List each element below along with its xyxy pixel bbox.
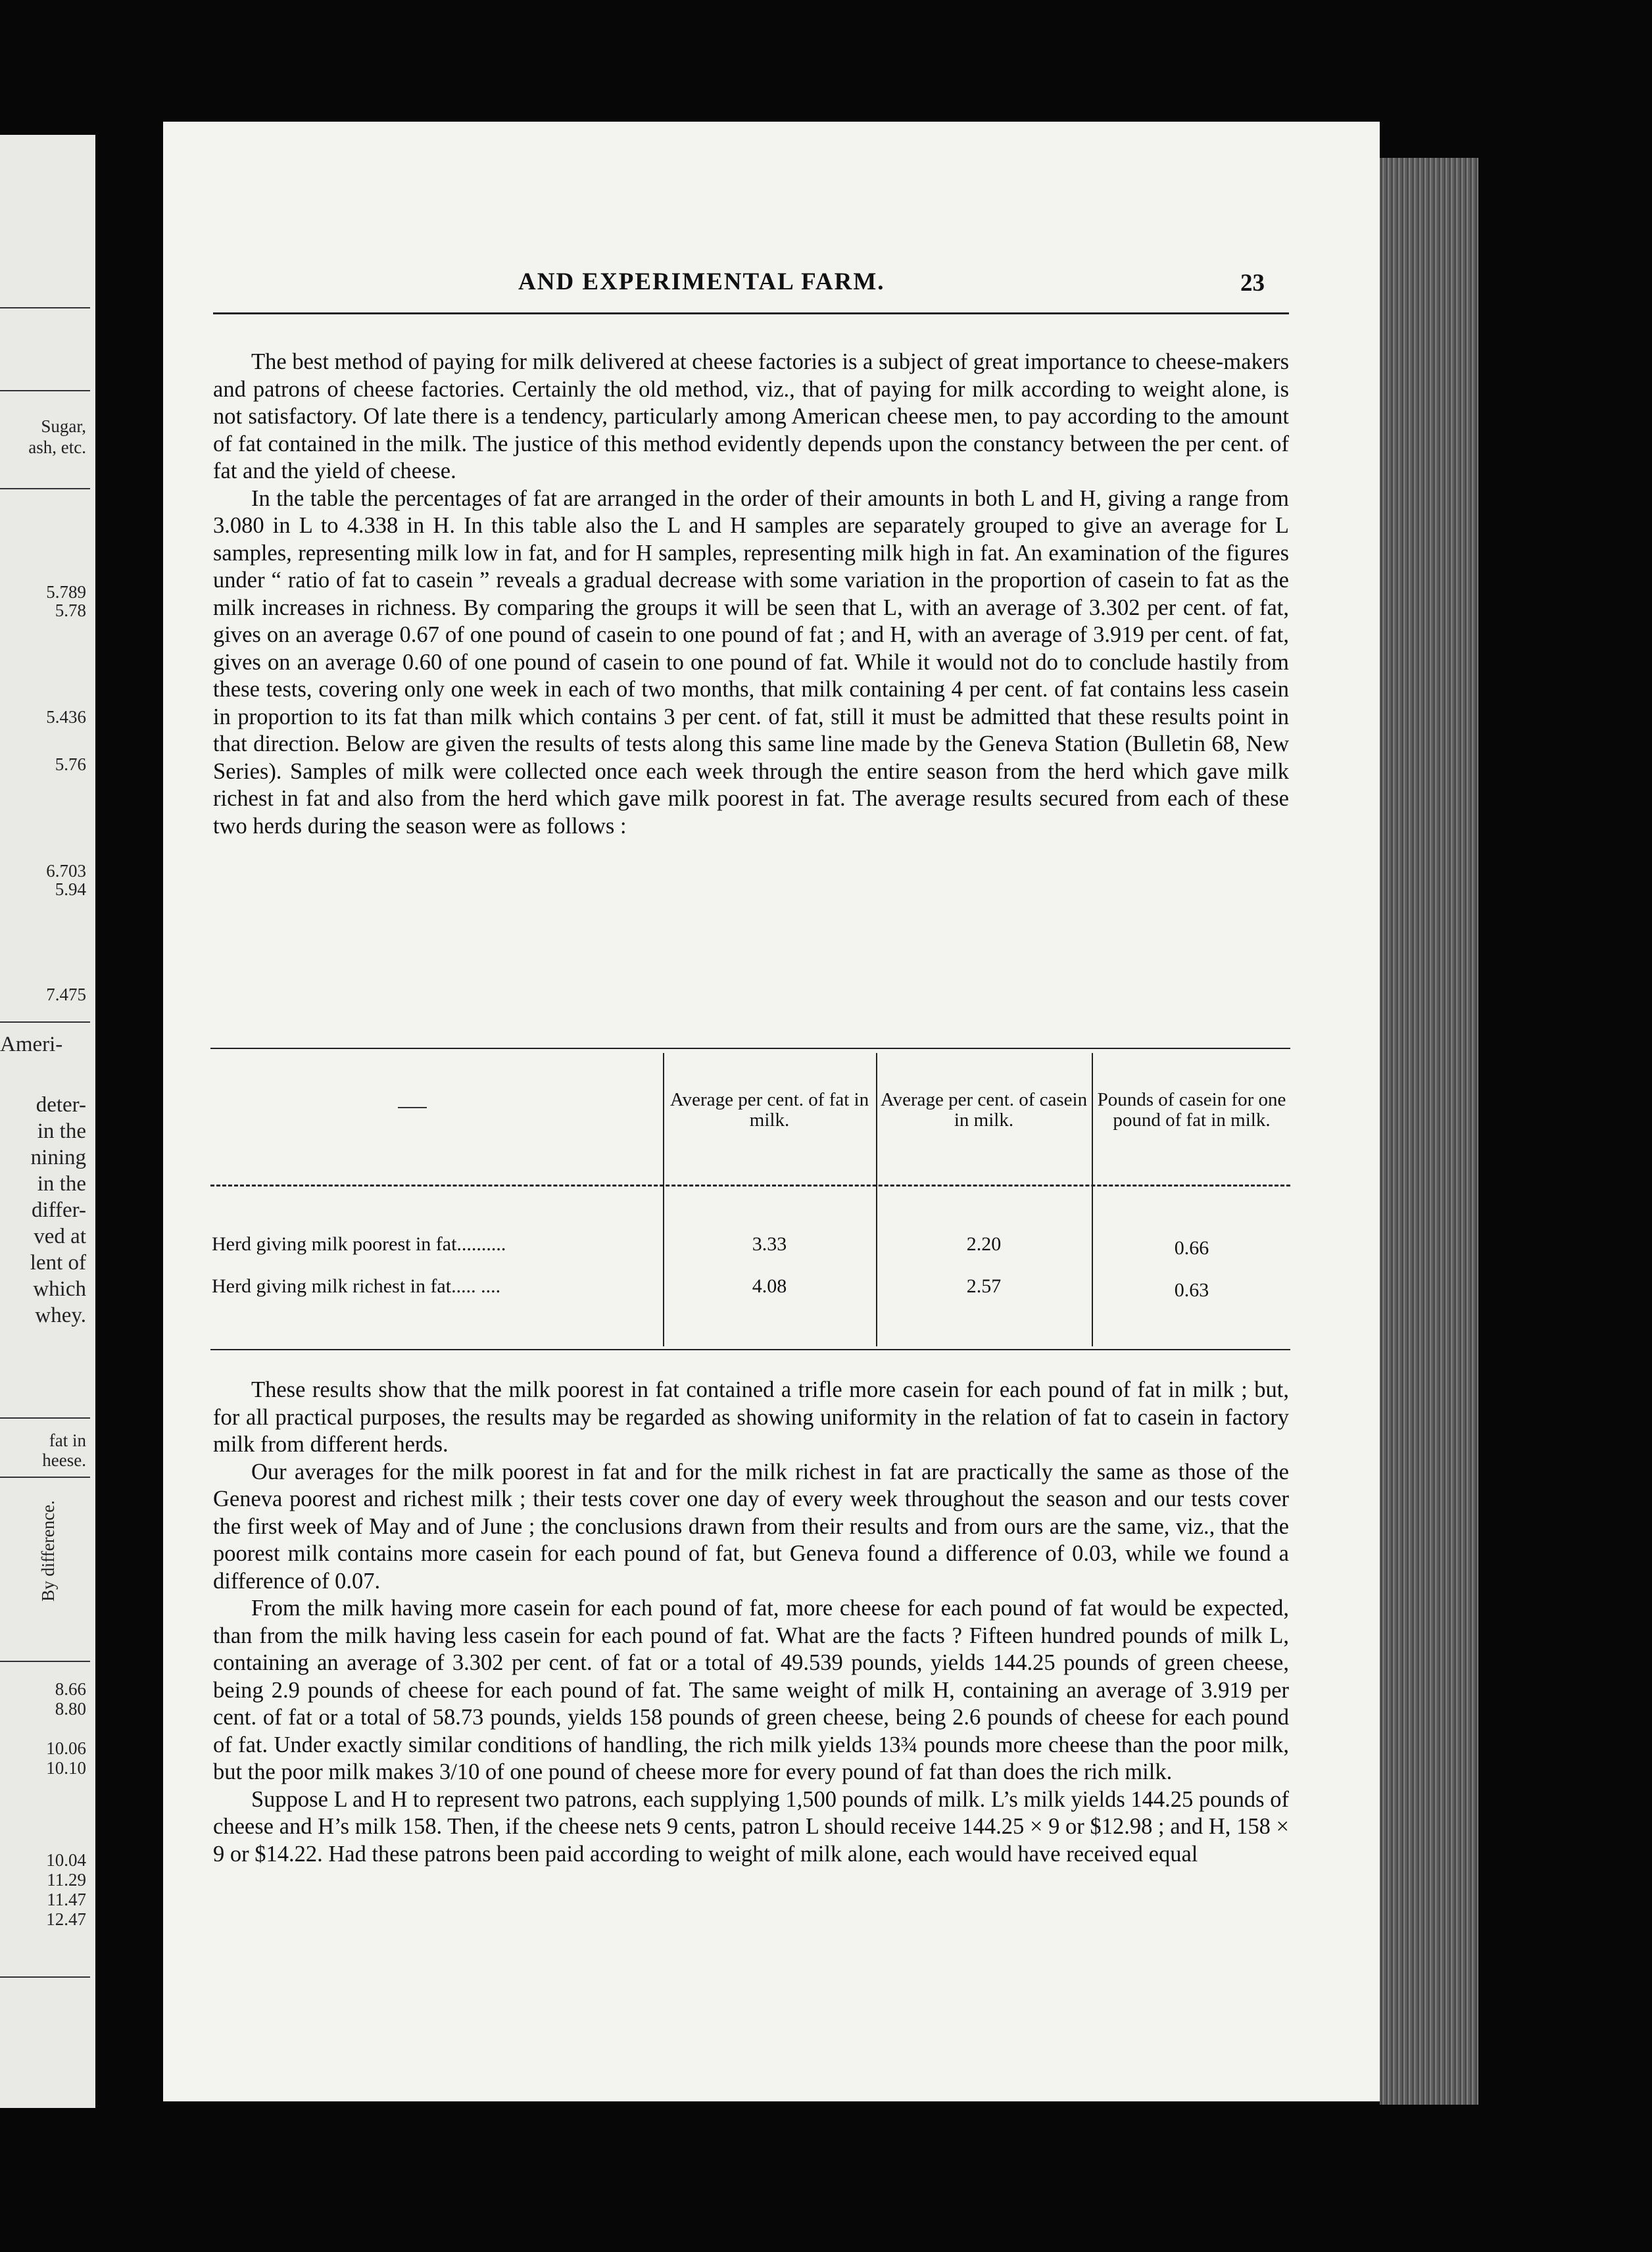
- left-col-header: Sugar,: [41, 416, 86, 436]
- paragraph: These results show that the milk poorest in fat contained a trifle more casein for each pound of fat in milk ; but, for all practical purposes, the results may be regarded as showing uniformity in the relation of fat to casein in factory milk from different herds.: [213, 1377, 1289, 1457]
- left-value: 6.703: [46, 861, 86, 881]
- running-head: AND EXPERIMENTAL FARM.: [518, 268, 885, 295]
- left-col-header: fat in: [49, 1431, 86, 1450]
- left-text: differ-: [31, 1198, 86, 1222]
- page-number: 23: [1240, 270, 1265, 297]
- left-value: 5.78: [55, 600, 86, 620]
- left-value: 12.47: [46, 1909, 86, 1929]
- left-value: 11.47: [47, 1890, 86, 1909]
- left-text: in the: [37, 1119, 86, 1143]
- left-value: 5.94: [55, 879, 86, 899]
- left-value: 5.76: [55, 754, 86, 774]
- row-label: Herd giving milk poorest in fat..........: [212, 1233, 506, 1255]
- cell-fat: 4.08: [752, 1275, 787, 1297]
- paragraph: In the table the percentages of fat are arranged in the order of their amounts in both L and H, giving a range from 3.080 in L to 4.338 in H. In this table also the L and H samples are separately grouped to give an average for L samples, representing milk low in fat, and for H samples, representing milk high in fat. An examination of the figures under “ ratio of fat to casein ” reveals a gradual decrease with some variation in the proportion of casein to fat as the milk increases in richness. By comparing the groups it will be seen that L, with an average of 3.302 per cent. of fat, gives on an average 0.67 of one pound of casein to one pound of fat ; and H, with an average of 3.919 per cent. of fat, gives on an average 0.60 of one pound of casein to one pound of fat. While it would not do to conclude hastily from these tests, covering only one week in each of two months, that milk containing 4 per cent. of fat contains less casein in proportion to its fat than milk which contains 3 per cent. of fat, still it must be admitted that these results point in that direction. Below are given the results of tests along this same line made by the Geneva Station (Bulletin 68, New Series). Samples of milk were collected once each week through the entire season from the herd which gave milk richest in fat and also from the herd which gave milk poorest in fat. The average results secured from each of these two herds during the season were as follows :: [213, 485, 1289, 839]
- paragraph: Our averages for the milk poorest in fat and for the milk richest in fat are practically the same as those of the Geneva poorest and richest milk ; their tests cover one day of every week throughout the season and our tests cover the first week of May and of June ; the conclusions drawn from their results and from ours are the same, viz., that the poorest milk contains more casein for each pound of fat, but Geneva found a difference of 0.03, while we found a difference of 0.07.: [213, 1459, 1289, 1594]
- left-value: 8.66: [55, 1679, 86, 1699]
- left-rule: [0, 1661, 90, 1662]
- cell-fat: 3.33: [752, 1233, 787, 1255]
- left-text: which: [33, 1277, 86, 1301]
- header-pounds: Pounds of casein for one pound of fat in milk.: [1097, 1089, 1286, 1131]
- left-value: 5.436: [46, 707, 86, 727]
- header-fat: Average per cent. of fat in milk.: [669, 1089, 869, 1131]
- table-header-rule: [210, 1185, 1290, 1187]
- left-value: 8.80: [55, 1699, 86, 1719]
- left-rule: [0, 1976, 90, 1978]
- left-text: whey.: [35, 1304, 86, 1327]
- cell-casein: 2.57: [966, 1275, 1002, 1297]
- left-rule: [0, 307, 90, 308]
- left-rule: [0, 390, 90, 391]
- paragraph: The best method of paying for milk delivered at cheese factories is a subject of great importance to cheese-makers and patrons of cheese factories. Certainly the old method, viz., that of paying for milk according to weight alone, is not satisfactory. Of late there is a tendency, particularly among American cheese men, to pay according to the amount of fat contained in the milk. The justice of this method evidently depends upon the constancy between the per cent. of fat and the yield of cheese.: [213, 349, 1289, 483]
- results-table: [210, 1048, 1290, 1352]
- left-text: in the: [37, 1172, 86, 1196]
- left-rule: [0, 1477, 90, 1478]
- left-rule: [0, 1021, 90, 1023]
- left-value: 7.475: [46, 985, 86, 1004]
- header-dash: [398, 1107, 427, 1108]
- header-rule: [213, 312, 1289, 314]
- left-value: 10.06: [46, 1738, 86, 1758]
- body-text-top: [213, 349, 1289, 840]
- left-text: nining: [30, 1146, 86, 1169]
- row-label: Herd giving milk richest in fat..... ....: [212, 1275, 501, 1297]
- document-page: [163, 122, 1380, 2101]
- body-text-bottom: [213, 1377, 1289, 1868]
- left-rule: [0, 1417, 90, 1419]
- vertical-label: By difference.: [38, 1500, 58, 1602]
- left-value: 11.29: [47, 1870, 86, 1890]
- paragraph: From the milk having more casein for each pound of fat, more cheese for each pound of fat would be expected, than from the milk having less casein for each pound of fat. What are the facts ? Fifteen hundred pounds of milk L, containing an average of 3.302 per cent. of fat or a total of 49.539 pounds, yields 144.25 pounds of green cheese, being 2.9 pounds of cheese for each pound of fat. The same weight of milk H, containing an average of 3.919 per cent. of fat or a total of 58.73 pounds, yields 158 pounds of green cheese, being 2.6 pounds of cheese for each pound of fat. Under exactly similar conditions of handling, the rich milk yields 13¾ pounds more cheese than the poor milk, but the poor milk makes 3/10 of one pound of cheese more for every pound of fat than does the rich milk.: [213, 1596, 1289, 1784]
- page-header: [163, 268, 1380, 301]
- left-value: 10.04: [46, 1850, 86, 1870]
- cell-pounds: 0.66: [1174, 1237, 1209, 1259]
- left-text: lent of: [30, 1251, 86, 1275]
- left-rule: [0, 488, 90, 489]
- left-col-header: heese.: [42, 1450, 86, 1470]
- left-text: ved at: [34, 1225, 86, 1248]
- left-value: 10.10: [46, 1758, 86, 1778]
- facing-page-fragment: [0, 135, 95, 2108]
- table-top-rule: [210, 1048, 1290, 1049]
- header-casein: Average per cent. of casein in milk.: [880, 1089, 1088, 1131]
- paragraph: Suppose L and H to represent two patrons, each supplying 1,500 pounds of milk. L’s milk yields 144.25 pounds of cheese and H’s milk 158. Then, if the cheese nets 9 cents, patron L should receive 144.25 × 9 or $12.98 ; and H, 158 × 9 or $14.22. Had these patrons been paid according to weight of milk alone, each would have received equal: [213, 1786, 1289, 1867]
- cell-pounds: 0.63: [1174, 1279, 1209, 1301]
- left-col-header: ash, etc.: [28, 437, 86, 457]
- table-bottom-rule: [210, 1349, 1290, 1350]
- left-text: Ameri-: [0, 1033, 63, 1056]
- cell-casein: 2.20: [966, 1233, 1002, 1255]
- left-text: deter-: [36, 1093, 86, 1117]
- book-page-edges: [1380, 158, 1478, 2105]
- left-value: 5.789: [46, 582, 86, 602]
